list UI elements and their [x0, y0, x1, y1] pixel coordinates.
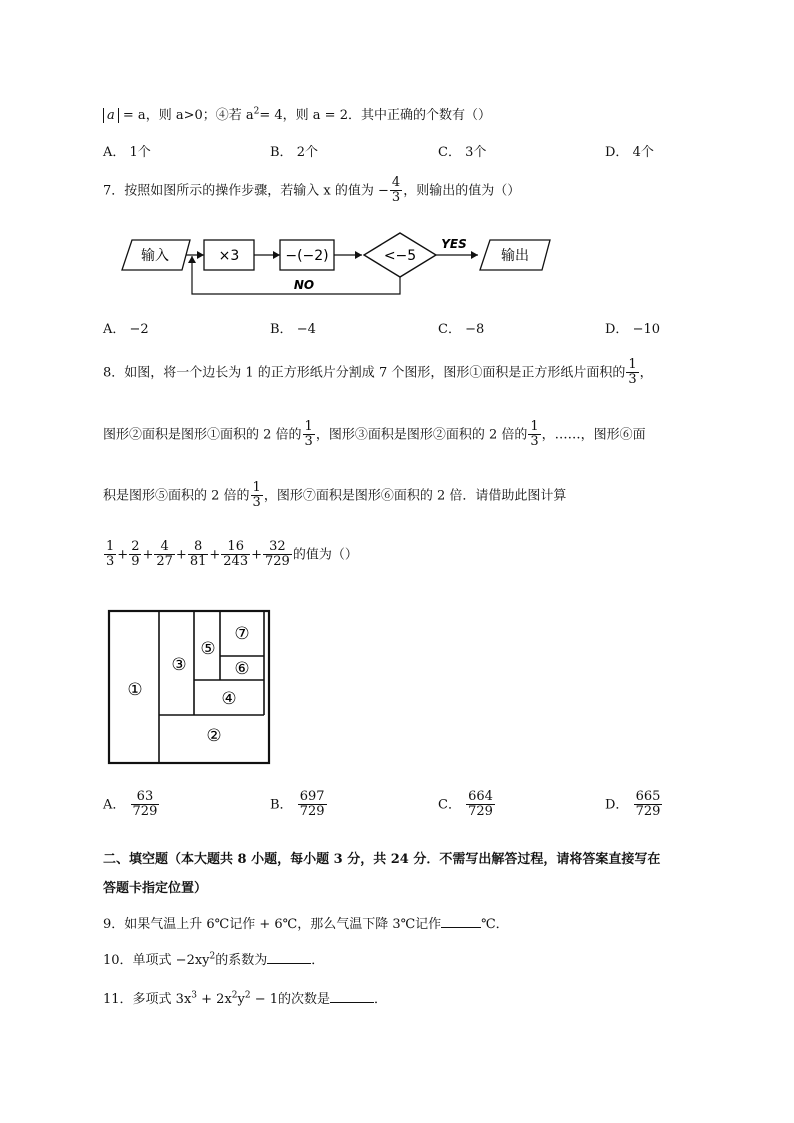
- q8-line-3: 积是图形⑤面积的 2 倍的 $\frac{1}{3}$ ，图形⑦面积是图形⑥面积的 2 倍．请借助此图计算: [103, 480, 567, 511]
- region-3-label: ③: [171, 655, 187, 675]
- q7-option-a[interactable]: A． −2: [103, 322, 149, 337]
- q8-frac-4: $\frac{1}{3}$: [252, 480, 261, 511]
- q6-then: ，则 a>0；: [145, 108, 216, 123]
- flow-times3-label: ×3: [218, 248, 240, 264]
- flow-condition-label: <−5: [383, 248, 417, 264]
- q8-option-d[interactable]: D． $\frac{665}{729}$: [605, 789, 661, 820]
- q8-frac-2: $\frac{1}{3}$: [304, 419, 313, 450]
- region-7-label: ⑦: [234, 624, 250, 644]
- q7-fraction: $\frac{4}{3}$: [391, 175, 401, 206]
- flow-no-label: NO: [293, 278, 315, 292]
- region-1-label: ①: [127, 680, 143, 700]
- q8-option-a[interactable]: A． $\frac{63}{729}$: [103, 789, 158, 820]
- q6-eq4: = 4，则 a = 2．其中正确的个数有（）: [259, 108, 491, 123]
- sum-frac-4: $\frac{8}{81}$: [189, 539, 207, 570]
- q7-option-d[interactable]: D． −10: [605, 322, 661, 337]
- flow-input-label: 输入: [141, 248, 169, 264]
- q7-stem: 7．按照如图所示的操作步骤，若输入 x 的值为 − $\frac{4}{3}$ ，则输出的值为（）: [103, 175, 521, 206]
- q6-if: 若 a: [228, 108, 254, 123]
- region-5-label: ⑤: [200, 639, 216, 659]
- q6-tail-line: [103, 104, 491, 123]
- q9-answer-blank[interactable]: [441, 917, 481, 928]
- q6-circ4: ④: [215, 108, 229, 123]
- q6-option-d[interactable]: D． 4个: [605, 145, 654, 160]
- q8-sum-line: $\frac{1}{3}$ + $\frac{2}{9}$ + $\frac{4}{27}$ + $\frac{8}{81}$ + $\frac{16}{243}$ + $\frac{32}{729}$ 的值为（）: [106, 539, 358, 570]
- section2-title-cont: 答题卡指定位置）: [103, 881, 208, 896]
- q6-sup: 2: [253, 106, 260, 117]
- sum-frac-3: $\frac{4}{27}$: [156, 539, 173, 570]
- q8-frac-3: $\frac{1}{3}$: [530, 419, 539, 450]
- sum-frac-6: $\frac{32}{729}$: [265, 539, 290, 570]
- abs-a: a: [103, 108, 119, 123]
- q6-option-a[interactable]: A． 1个: [103, 145, 151, 160]
- q8-frac-1: $\frac{1}{3}$: [628, 357, 637, 388]
- q8-line-1: 8．如图，将一个边长为 1 的正方形纸片分割成 7 个图形，图形①面积是正方形纸片面积的 $\frac{1}{3}$ ，: [103, 357, 653, 388]
- q11-line: 11．多项式 $3x^3 + 2x^2y^2 - 1$的次数是 ．: [103, 990, 388, 1007]
- q10-line: 10．单项式 $-2xy^2$的系数为 ．: [103, 951, 325, 968]
- q6-eq-a: = a: [122, 108, 146, 123]
- flow-minus-label: −(−2): [285, 248, 329, 264]
- q8-line-2: 图形②面积是图形①面积的 2 倍的 $\frac{1}{3}$ ，图形③面积是图形②面积的 2 倍的 $\frac{1}{3}$ ，……，图形⑥面: [103, 419, 646, 450]
- sum-frac-1: $\frac{1}{3}$: [106, 539, 115, 570]
- q6-option-c[interactable]: C． 3个: [438, 145, 487, 160]
- section2-title: 二、填空题（本大题共 8 小题，每小题 3 分，共 24 分．不需写出解答过程，请将答案直接写在: [103, 852, 661, 867]
- flow-output-label: 输出: [501, 248, 529, 264]
- q6-option-b[interactable]: B． 2个: [270, 145, 318, 160]
- flowchart: [118, 230, 568, 305]
- region-2-label: ②: [206, 726, 222, 746]
- region-4-label: ④: [221, 689, 237, 709]
- q9-line: 9．如果气温上升 6℃记作 + 6℃，那么气温下降 3℃记作 ℃．: [103, 917, 509, 932]
- sum-frac-2: $\frac{2}{9}$: [131, 539, 140, 570]
- q11-answer-blank[interactable]: [330, 992, 374, 1003]
- flow-yes-label: YES: [441, 237, 467, 251]
- square-figure: [104, 608, 274, 768]
- q7-option-b[interactable]: B． −4: [270, 322, 316, 337]
- region-6-label: ⑥: [234, 659, 250, 679]
- q10-answer-blank[interactable]: [267, 953, 311, 964]
- q8-option-b[interactable]: B． $\frac{697}{729}$: [270, 789, 325, 820]
- q7-option-c[interactable]: C． −8: [438, 322, 485, 337]
- q8-option-c[interactable]: C． $\frac{664}{729}$: [438, 789, 493, 820]
- sum-frac-5: $\frac{16}{243}$: [223, 539, 249, 570]
